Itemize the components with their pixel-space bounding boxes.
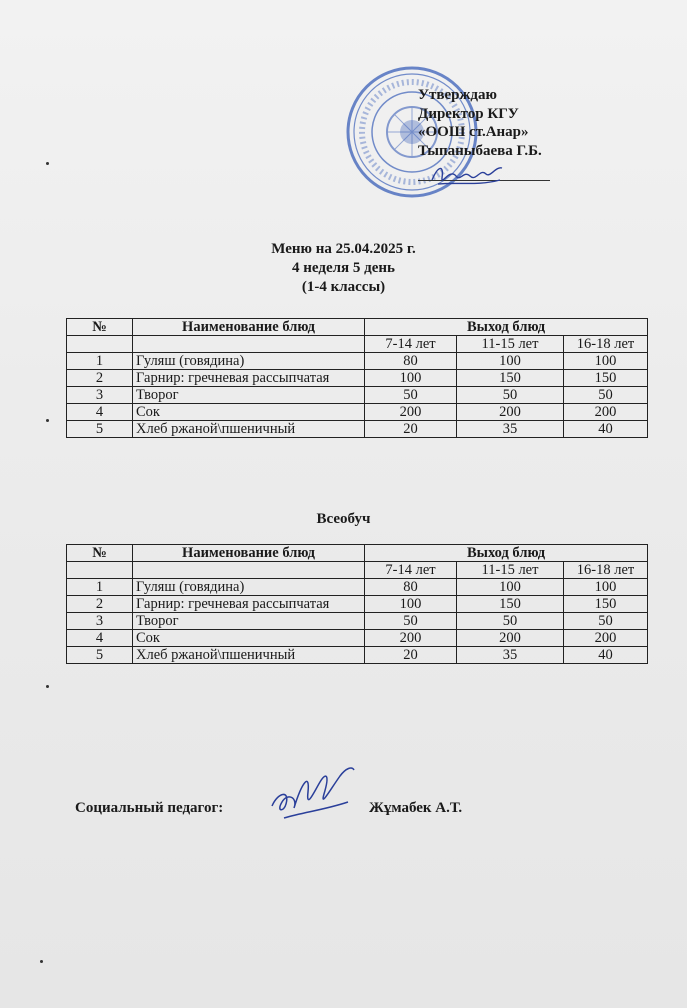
portion-16-18: 50	[564, 613, 648, 630]
scan-dot	[46, 685, 49, 688]
approval-line-3: «ООШ ст.Анар»	[418, 124, 529, 140]
empty-cell	[67, 562, 133, 579]
approval-line-4: Тыпаныбаева Г.Б.	[418, 142, 542, 159]
portion-16-18: 200	[564, 630, 648, 647]
empty-cell	[67, 336, 133, 353]
portion-16-18: 40	[564, 421, 648, 438]
menu-title: Меню на 25.04.2025 г.	[271, 241, 416, 257]
pedagog-signature-icon	[264, 762, 360, 830]
table-row	[67, 353, 648, 370]
table-header-row	[67, 545, 648, 562]
row-number: 1	[67, 579, 133, 596]
portion-11-15: 100	[457, 353, 564, 370]
row-number: 2	[67, 596, 133, 613]
social-pedagog-name: Жұмабек А.Т.	[369, 800, 463, 816]
portion-16-18: 100	[564, 353, 648, 370]
portion-11-15: 150	[457, 596, 564, 613]
portion-7-14: 20	[365, 647, 457, 664]
table-age-row	[67, 336, 648, 353]
portion-16-18: 150	[564, 370, 648, 387]
col-header-num: №	[67, 319, 133, 336]
approval-line-1: Утверждаю	[418, 87, 497, 103]
scan-dot	[46, 419, 49, 422]
table-age-row	[67, 562, 648, 579]
portion-16-18: 200	[564, 404, 648, 421]
age-group-3: 16-18 лет	[564, 562, 648, 579]
age-group-3: 16-18 лет	[564, 336, 648, 353]
scan-dot	[46, 162, 49, 165]
portion-11-15: 200	[457, 404, 564, 421]
portion-7-14: 50	[365, 387, 457, 404]
col-header-output: Выход блюд	[365, 319, 648, 336]
portion-7-14: 80	[365, 579, 457, 596]
portion-7-14: 200	[365, 630, 457, 647]
dish-name: Сок	[133, 404, 365, 421]
social-pedagog-label: Социальный педагог:	[75, 800, 224, 816]
approval-line-2: Директор КГУ	[418, 105, 519, 122]
table-row	[67, 630, 648, 647]
portion-7-14: 20	[365, 421, 457, 438]
row-number: 3	[67, 613, 133, 630]
dish-name: Гарнир: гречневая рассыпчатая	[133, 370, 365, 387]
row-number: 4	[67, 630, 133, 647]
portion-16-18: 50	[564, 387, 648, 404]
menu-classes: (1-4 классы)	[301, 279, 386, 295]
table-row	[67, 579, 648, 596]
table-row	[67, 370, 648, 387]
table-row	[67, 387, 648, 404]
age-group-1: 7-14 лет	[365, 336, 457, 353]
dish-name: Хлеб ржаной\пшеничный	[133, 647, 365, 664]
table-row	[67, 421, 648, 438]
row-number: 5	[67, 421, 133, 438]
row-number: 2	[67, 370, 133, 387]
table-row	[67, 404, 648, 421]
table-row	[67, 596, 648, 613]
col-header-name: Наименование блюд	[133, 545, 365, 562]
portion-7-14: 100	[365, 370, 457, 387]
table-row	[67, 647, 648, 664]
portion-7-14: 80	[365, 353, 457, 370]
empty-cell	[133, 562, 365, 579]
dish-name: Хлеб ржаной\пшеничный	[133, 421, 365, 438]
dish-name: Гуляш (говядина)	[133, 579, 365, 596]
row-number: 3	[67, 387, 133, 404]
age-group-1: 7-14 лет	[365, 562, 457, 579]
row-number: 4	[67, 404, 133, 421]
table-header-row	[67, 319, 648, 336]
col-header-num: №	[67, 545, 133, 562]
age-group-2: 11-15 лет	[457, 336, 564, 353]
section-label-vseobuch: Всеобуч	[316, 511, 371, 527]
dish-name: Сок	[133, 630, 365, 647]
portion-11-15: 150	[457, 370, 564, 387]
portion-7-14: 50	[365, 613, 457, 630]
age-group-2: 11-15 лет	[457, 562, 564, 579]
dish-name: Творог	[133, 387, 365, 404]
scan-dot	[40, 960, 43, 963]
menu-title-block	[0, 240, 687, 297]
approval-block	[418, 86, 542, 160]
menu-table-vseobuch	[66, 544, 648, 664]
portion-7-14: 200	[365, 404, 457, 421]
dish-name: Творог	[133, 613, 365, 630]
portion-11-15: 200	[457, 630, 564, 647]
dish-name: Гуляш (говядина)	[133, 353, 365, 370]
portion-16-18: 100	[564, 579, 648, 596]
menu-week-day: 4 неделя 5 день	[292, 260, 395, 276]
portion-7-14: 100	[365, 596, 457, 613]
portion-11-15: 35	[457, 647, 564, 664]
dish-name: Гарнир: гречневая рассыпчатая	[133, 596, 365, 613]
row-number: 1	[67, 353, 133, 370]
portion-11-15: 50	[457, 387, 564, 404]
col-header-output: Выход блюд	[365, 545, 648, 562]
portion-11-15: 50	[457, 613, 564, 630]
table-row	[67, 613, 648, 630]
portion-11-15: 100	[457, 579, 564, 596]
director-signature-icon	[428, 158, 506, 192]
empty-cell	[133, 336, 365, 353]
portion-16-18: 40	[564, 647, 648, 664]
menu-table-primary	[66, 318, 648, 438]
row-number: 5	[67, 647, 133, 664]
portion-16-18: 150	[564, 596, 648, 613]
col-header-name: Наименование блюд	[133, 319, 365, 336]
portion-11-15: 35	[457, 421, 564, 438]
